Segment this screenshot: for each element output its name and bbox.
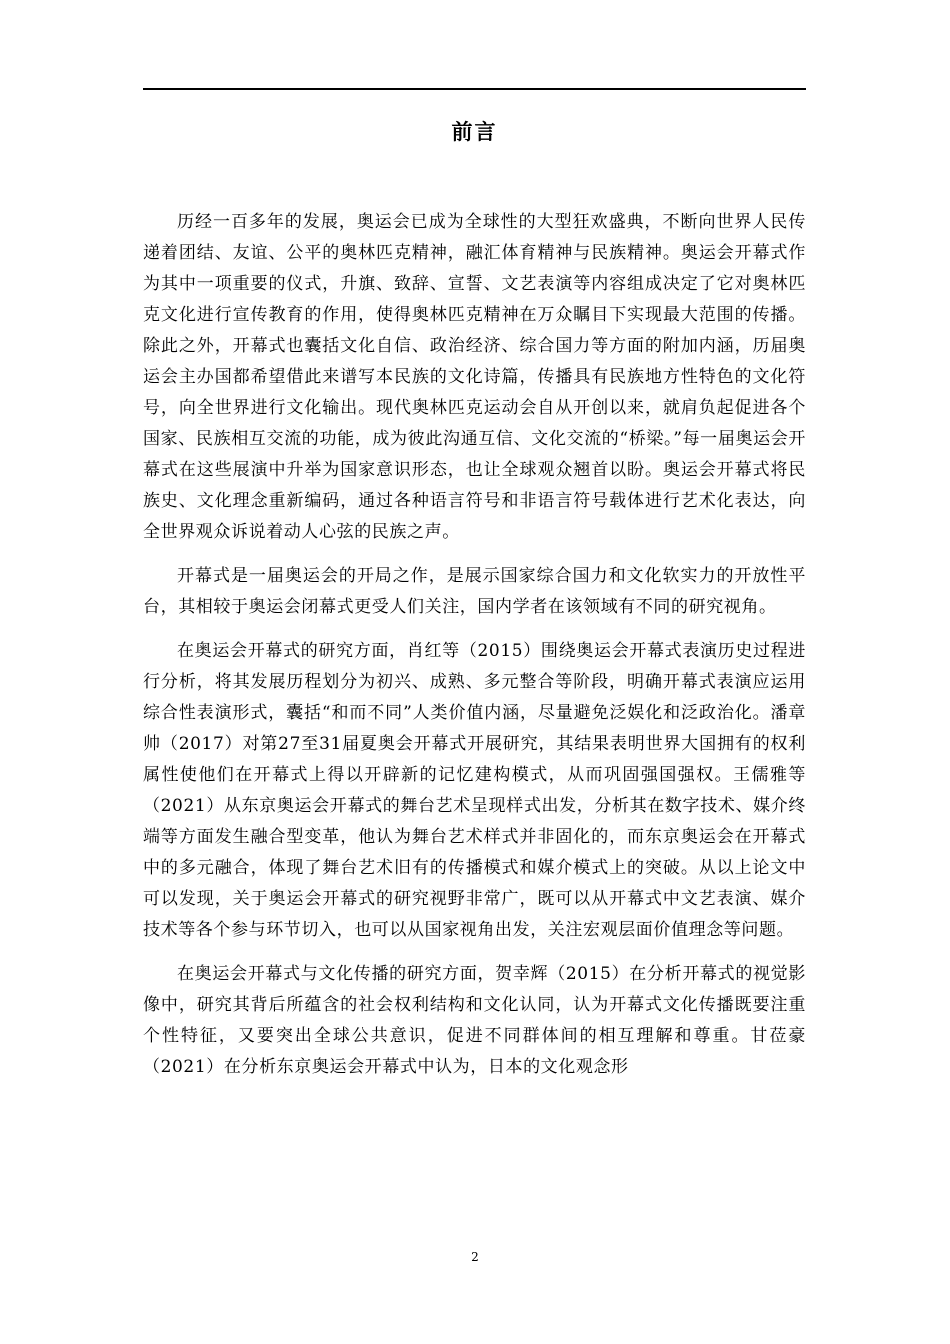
paragraph-4: 在奥运会开幕式与文化传播的研究方面，贺幸辉（2015）在分析开幕式的视觉影像中，研究其背后所蕴含的社会权利结构和文化认同，认为开幕式文化传播既要注重个性特征，又要突出全球公共意识，促进不同群体间的相互理解和尊重。甘莅豪（2021）在分析东京奥运会开幕式中认为，日本的文化观念形 [143, 964, 806, 1077]
page-number: 2 [471, 1250, 479, 1264]
paragraph-3: 在奥运会开幕式的研究方面，肖红等（2015）围绕奥运会开幕式表演历史过程进行分析，将其发展历程划分为初兴、成熟、多元整合等阶段，明确开幕式表演应运用综合性表演形式，囊括“和而不同”人类价值内涵，尽量避免泛娱化和泛政治化。潘章帅（2017）对第27至31届夏奥会开幕式开展研究，其结果表明世界大国拥有的权利属性使他们在开幕式上得以开辟新的记忆建构模式，从而巩固强国强权。王儒雅等（2021）从东京奥运会开幕式的舞台艺术呈现样式出发，分析其在数字技术、媒介终端等方面发生融合型变革，他认为舞台艺术样式并非固化的，而东京奥运会在开幕式中的多元融合，体现了舞台艺术旧有的传播模式和媒介模式上的突破。从以上论文中可以发现，关于奥运会开幕式的研究视野非常广，既可以从开幕式中文艺表演、媒介技术等各个参与环节切入，也可以从国家视角出发，关注宏观层面价值理念等问题。 [143, 641, 806, 940]
body-text [143, 207, 806, 1096]
page-title: 前言 [451, 120, 498, 144]
paragraph-1: 历经一百多年的发展，奥运会已成为全球性的大型狂欢盛典，不断向世界人民传递着团结、友谊、公平的奥林匹克精神，融汇体育精神与民族精神。奥运会开幕式作为其中一项重要的仪式，升旗、致辞、宣誓、文艺表演等内容组成决定了它对奥林匹克文化进行宣传教育的作用，使得奥林匹克精神在万众瞩目下实现最大范围的传播。除此之外，开幕式也囊括文化自信、政治经济、综合国力等方面的附加内涵，历届奥运会主办国都希望借此来谱写本民族的文化诗篇，传播具有民族地方性特色的文化符号，向全世界进行文化输出。现代奥林匹克运动会自从开创以来，就肩负起促进各个国家、民族相互交流的功能，成为彼此沟通互信、文化交流的“桥梁。”每一届奥运会开幕式在这些展演中升举为国家意识形态，也让全球观众翘首以盼。奥运会开幕式将民族史、文化理念重新编码，通过各种语言符号和非语言符号载体进行艺术化表达，向全世界观众诉说着动人心弦的民族之声。 [143, 212, 806, 542]
paragraph-2: 开幕式是一届奥运会的开局之作，是展示国家综合国力和文化软实力的开放性平台，其相较于奥运会闭幕式更受人们关注，国内学者在该领域有不同的研究视角。 [143, 566, 806, 617]
header-rule [143, 88, 806, 90]
